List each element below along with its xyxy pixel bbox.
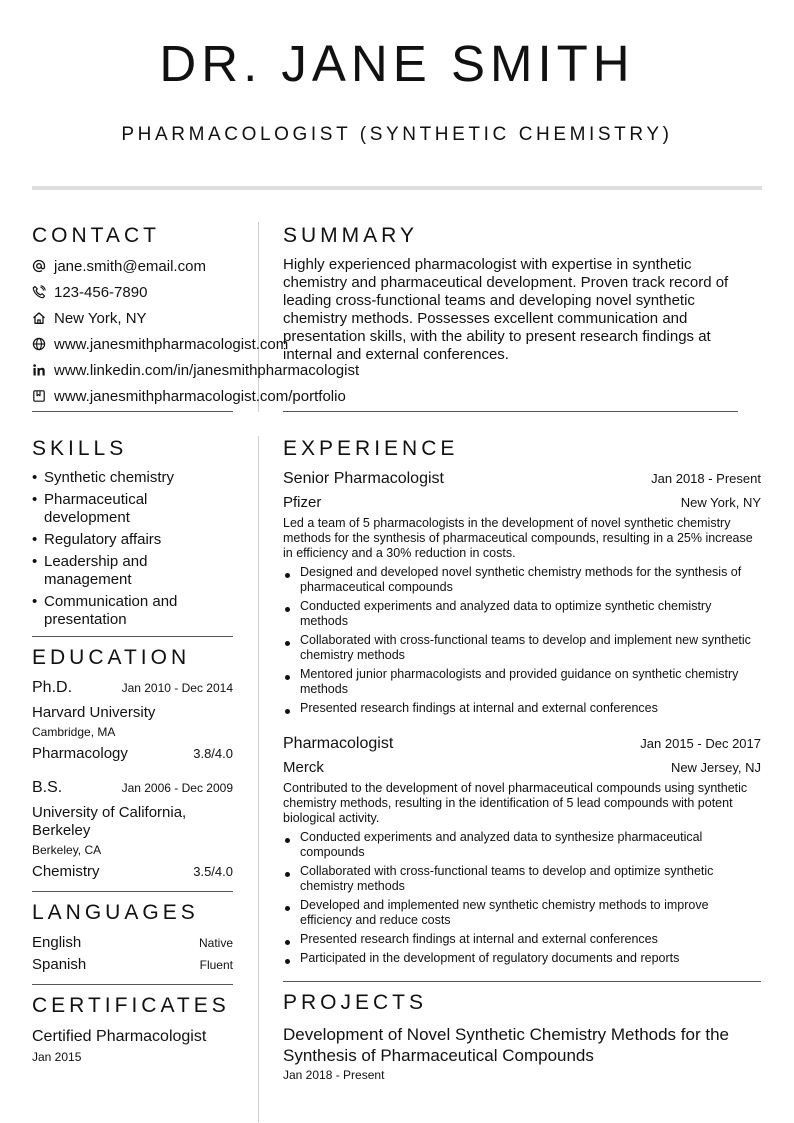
language-row — [32, 934, 233, 951]
summary-divider — [283, 411, 738, 412]
school: Harvard University — [32, 704, 156, 721]
languages-heading: LANGUAGES — [32, 901, 199, 924]
certificates-heading: CERTIFICATES — [32, 994, 230, 1017]
certificate-date: Jan 2015 — [32, 1050, 82, 1064]
education-divider — [32, 891, 233, 892]
job-header — [283, 735, 761, 753]
language-level: Native — [198, 936, 233, 950]
list-item: • Regulatory affairs — [32, 531, 232, 549]
job-title: Pharmacologist — [283, 735, 394, 752]
contact-divider — [32, 411, 233, 412]
job-title: Senior Pharmacologist — [283, 470, 444, 487]
job-company-row — [283, 494, 761, 511]
column-divider-top — [258, 222, 259, 412]
education-dates: Jan 2010 - Dec 2014 — [121, 681, 233, 695]
gpa: 3.8/4.0 — [193, 746, 233, 761]
contact-website[interactable] — [32, 334, 288, 354]
list-item: Presented research findings at internal and external conferences — [283, 701, 761, 716]
list-item: • Communication and presentation — [32, 593, 192, 629]
education-entry-header — [32, 679, 233, 697]
list-item: Participated in the development of regulatory documents and reports — [283, 951, 761, 966]
list-item: • Pharmaceutical development — [32, 491, 152, 527]
job-header — [283, 470, 761, 488]
language-level: Fluent — [199, 958, 233, 972]
field-of-study: Chemistry — [32, 863, 100, 880]
list-item: Collaborated with cross-functional teams to develop and optimize synthetic chemistry methods — [283, 864, 761, 894]
education-heading: EDUCATION — [32, 646, 191, 669]
home-icon — [32, 311, 46, 325]
job-dates: Jan 2018 - Present — [651, 471, 761, 486]
header-divider — [32, 186, 762, 190]
list-item: • Synthetic chemistry — [32, 469, 232, 487]
list-item: Conducted experiments and analyzed data to optimize synthetic chemistry methods — [283, 599, 761, 629]
list-item: Developed and implemented new synthetic chemistry methods to improve efficiency and reduce costs — [283, 898, 761, 928]
contact-location — [32, 308, 147, 328]
education-field-row — [32, 863, 233, 880]
list-item: Presented research findings at internal and external conferences — [283, 932, 761, 947]
job-description: Contributed to the development of novel pharmaceutical compounds using synthetic chemistry methods, resulting in the identification of 5 lead compounds with potent biological activity. — [283, 781, 748, 825]
portfolio-icon — [32, 389, 46, 403]
contact-phone[interactable] — [32, 282, 147, 302]
company: Merck — [283, 759, 324, 776]
school-location: Cambridge, MA — [32, 725, 116, 739]
experience-divider — [283, 981, 761, 982]
contact-portfolio[interactable] — [32, 386, 346, 406]
column-divider-bottom — [258, 436, 259, 1122]
at-icon — [32, 259, 46, 273]
list-item: Designed and developed novel synthetic chemistry methods for the synthesis of pharmaceutical compounds — [283, 565, 761, 595]
field-of-study: Pharmacology — [32, 745, 128, 762]
list-item: • Leadership and management — [32, 553, 162, 589]
contact-portfolio-text: www.janesmithpharmacologist.com/portfolio — [54, 387, 346, 405]
education-entry-header — [32, 779, 233, 797]
project-title: Development of Novel Synthetic Chemistry Methods for the Synthesis of Pharmaceutical Compounds — [283, 1025, 729, 1065]
job-bullets — [283, 830, 761, 970]
company: Pfizer — [283, 494, 322, 511]
job-location: New Jersey, NJ — [670, 760, 761, 775]
gpa: 3.5/4.0 — [193, 864, 233, 879]
contact-heading: CONTACT — [32, 224, 160, 247]
skills-list — [32, 469, 232, 633]
experience-heading: EXPERIENCE — [283, 437, 459, 460]
contact-email[interactable] — [32, 256, 206, 276]
list-item: Conducted experiments and analyzed data to synthesize pharmaceutical compounds — [283, 830, 761, 860]
degree: B.S. — [32, 779, 63, 796]
contact-phone-text: 123-456-7890 — [54, 283, 148, 301]
contact-email-text: jane.smith@email.com — [54, 257, 206, 275]
linkedin-icon — [32, 363, 46, 377]
school: University of California, Berkeley — [32, 804, 187, 839]
contact-location-text: New York, NY — [54, 309, 147, 327]
contact-linkedin-text: www.linkedin.com/in/janesmithpharmacologist — [54, 361, 360, 379]
language-name: English — [32, 934, 82, 951]
contact-website-text: www.janesmithpharmacologist.com — [54, 335, 289, 353]
education-dates: Jan 2006 - Dec 2009 — [121, 781, 233, 795]
language-name: Spanish — [32, 956, 87, 973]
resume-title: PHARMACOLOGIST (SYNTHETIC CHEMISTRY) — [121, 124, 673, 145]
job-description: Led a team of 5 pharmacologists in the development of novel synthetic chemistry methods for the synthesis of pharmaceutical compounds, resulting in a 25% increase in efficiency and a 30% reduction in costs. — [283, 516, 753, 560]
project-dates: Jan 2018 - Present — [283, 1068, 385, 1082]
list-item: Mentored junior pharmacologists and provided guidance on synthetic chemistry methods — [283, 667, 761, 697]
degree: Ph.D. — [32, 679, 73, 696]
skills-heading: SKILLS — [32, 437, 128, 460]
phone-icon — [32, 285, 46, 299]
language-row — [32, 956, 233, 973]
resume-name: DR. JANE SMITH — [159, 35, 635, 92]
skills-divider — [32, 636, 233, 637]
school-location: Berkeley, CA — [32, 843, 102, 857]
list-item: Collaborated with cross-functional teams to develop and implement new synthetic chemistry methods — [283, 633, 761, 663]
job-dates: Jan 2015 - Dec 2017 — [640, 736, 761, 751]
job-company-row — [283, 759, 761, 776]
job-location: New York, NY — [680, 495, 761, 510]
education-field-row — [32, 745, 233, 762]
projects-heading: PROJECTS — [283, 991, 428, 1014]
job-bullets — [283, 565, 761, 720]
summary-text: Highly experienced pharmacologist with expertise in synthetic chemistry and pharmaceutical development. Proven track record of leading cross-functional teams and developing novel synthetic chemistry methods. Possesses excellent communication and presentation skills, with the ability to present research findings at internal and external conferences. — [283, 256, 729, 363]
globe-icon — [32, 337, 46, 351]
certificate-name: Certified Pharmacologist — [32, 1028, 207, 1045]
summary-heading: SUMMARY — [283, 224, 418, 247]
languages-divider — [32, 984, 233, 985]
